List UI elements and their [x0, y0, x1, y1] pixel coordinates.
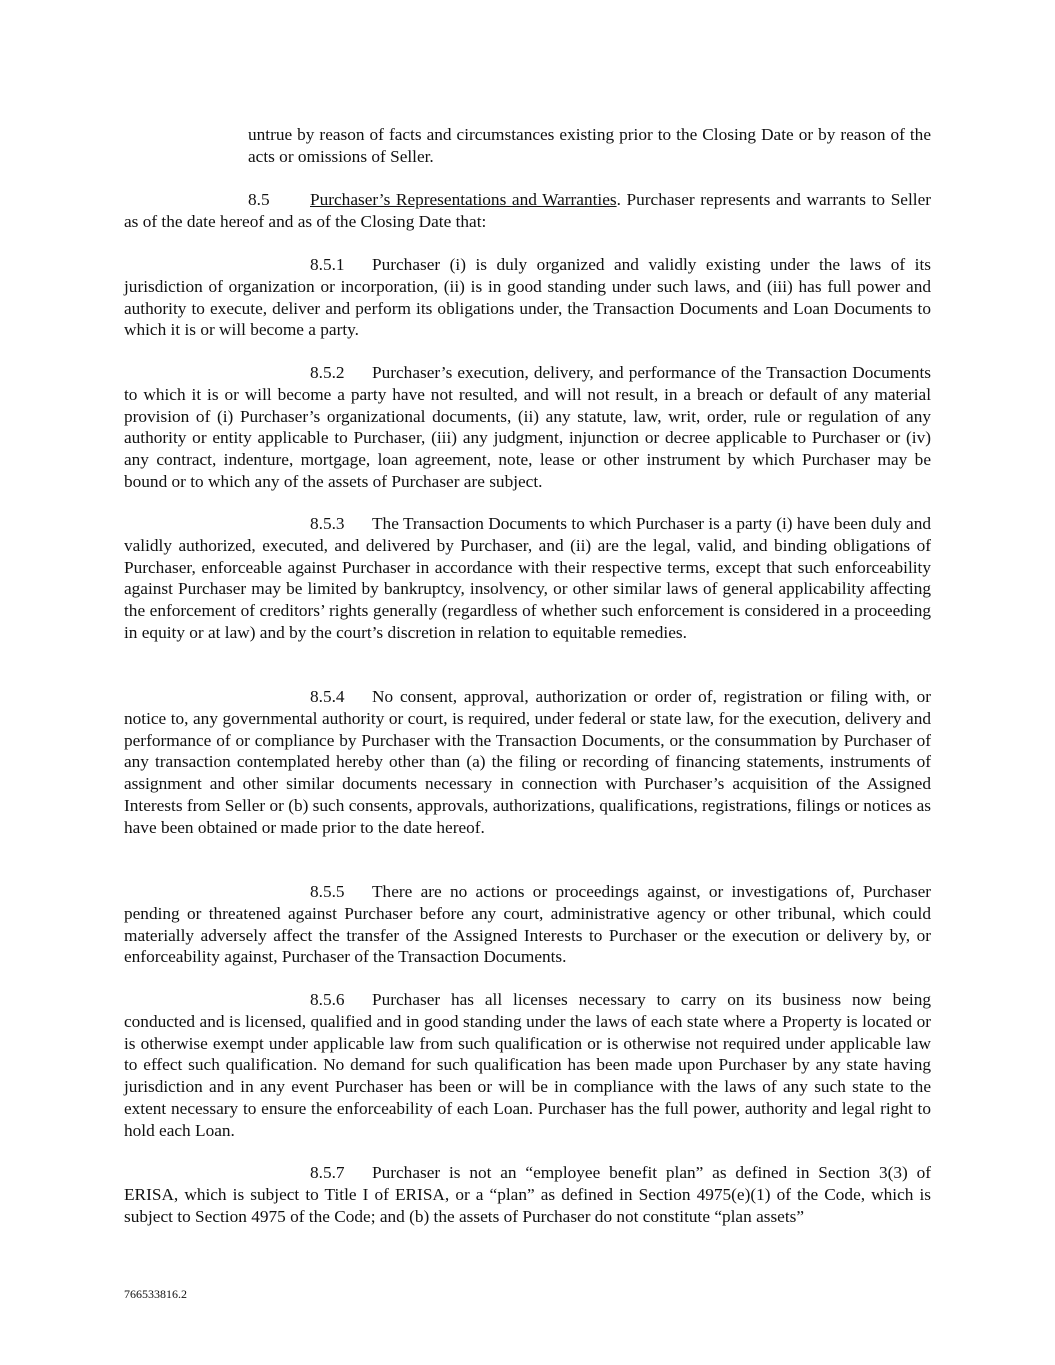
subsection-number: 8.5.4	[310, 687, 345, 706]
subsection-text: Purchaser (i) is duly organized and validly existing under the laws of its jurisdiction of organization or incorporation, (ii) is in good standing under such laws, and (iii) has full power and authority to execute, deliver and perform its obligations under, the Transaction Documents and Loan Documents to which it is or will become a party.	[124, 255, 931, 340]
section-intro-text: . Purchaser represents and warrants to Seller as of the date hereof and as of the Closing Date that:	[124, 190, 931, 231]
subsection-text: No consent, approval, authorization or order of, registration or filing with, or notice to, any governmental authority or court, is required, under federal or state law, for the execution, delivery and performance of or compliance by Purchaser with the Transaction Documents, or the consummation by Purchaser of any transaction contemplated hereby other than (a) the filing or recording of financing statements, instruments of assignment and other similar documents necessary in connection with Purchaser’s acquisition of the Assigned Interests from Seller or (b) such consents, approvals, authorizations, qualifications, registrations, filings or notices as have been obtained or made prior to the date hereof.	[124, 687, 931, 837]
subsection-number: 8.5.7	[310, 1163, 345, 1182]
subsection-number: 8.5.6	[310, 990, 345, 1009]
document-id-footer: 766533816.2	[124, 1287, 187, 1301]
subsection-text: Purchaser is not an “employee benefit plan” as defined in Section 3(3) of ERISA, which is subject to Title I of ERISA, or a “plan” as defined in Section 4975(e)(1) of the Code, which is subject to Section 4975 of the Code; and (b) the assets of Purchaser do not constitute “plan assets”	[124, 1163, 931, 1226]
subsection-8-5-5	[124, 881, 931, 968]
subsection-text: The Transaction Documents to which Purchaser is a party (i) have been duly and validly authorized, executed, and delivered by Purchaser, and (ii) are the legal, valid, and binding obligations of Purchaser, enforceable against Purchaser in accordance with their respective terms, except that such enforceability against Purchaser may be limited by bankruptcy, insolvency, or other similar laws of general applicability affecting the enforcement of creditors’ rights generally (regardless of whether such enforcement is considered in a proceeding in equity or at law) and by the court’s discretion in relation to equitable remedies.	[124, 514, 931, 642]
subsection-number: 8.5.5	[310, 882, 345, 901]
subsection-8-5-2	[124, 362, 931, 493]
subsection-text: Purchaser has all licenses necessary to carry on its business now being conducted and is licensed, qualified and in good standing under the laws of each state where a Property is located or is otherwise exempt under applicable law from such qualification or is otherwise not required under applicable law to effect such qualification. No demand for such qualification has been made upon Purchaser by any state having jurisdiction and in any event Purchaser has been or will be in compliance with the laws of any such state to the extent necessary to ensure the enforceability of each Loan. Purchaser has the full power, authority and legal right to hold each Loan.	[124, 990, 931, 1140]
subsection-text: There are no actions or proceedings against, or investigations of, Purchaser pending or threatened against Purchaser before any court, administrative agency or other tribunal, which could materially adversely affect the transfer of the Assigned Interests to Purchaser or the execution or delivery by, or enforceability against, Purchaser of the Transaction Documents.	[124, 882, 931, 967]
subsection-number: 8.5.1	[310, 255, 345, 274]
section-heading: Purchaser’s Representations and Warranties	[310, 190, 617, 209]
subsection-8-5-1	[124, 254, 931, 341]
subsection-8-5-3	[124, 513, 931, 644]
continued-text: untrue by reason of facts and circumstances existing prior to the Closing Date or by reason of the acts or omissions of Seller.	[248, 125, 931, 166]
section-8-5	[124, 189, 931, 233]
section-number: 8.5	[248, 190, 270, 209]
subsection-8-5-4	[124, 686, 931, 839]
subsection-8-5-6	[124, 989, 931, 1142]
continued-paragraph	[248, 124, 931, 168]
subsection-number: 8.5.3	[310, 514, 345, 533]
subsection-number: 8.5.2	[310, 363, 345, 382]
subsection-8-5-7	[124, 1162, 931, 1227]
subsection-text: Purchaser’s execution, delivery, and performance of the Transaction Documents to which it is or will become a party have not resulted, and will not result, in a breach or default of any material provision of (i) Purchaser’s organizational documents, (ii) any statute, law, writ, order, rule or regulation of any authority or entity applicable to Purchaser, (iii) any judgment, injunction or decree applicable to Purchaser or (iv) any contract, indenture, mortgage, loan agreement, note, lease or other instrument by which Purchaser may be bound or to which any of the assets of Purchaser are subject.	[124, 363, 931, 491]
